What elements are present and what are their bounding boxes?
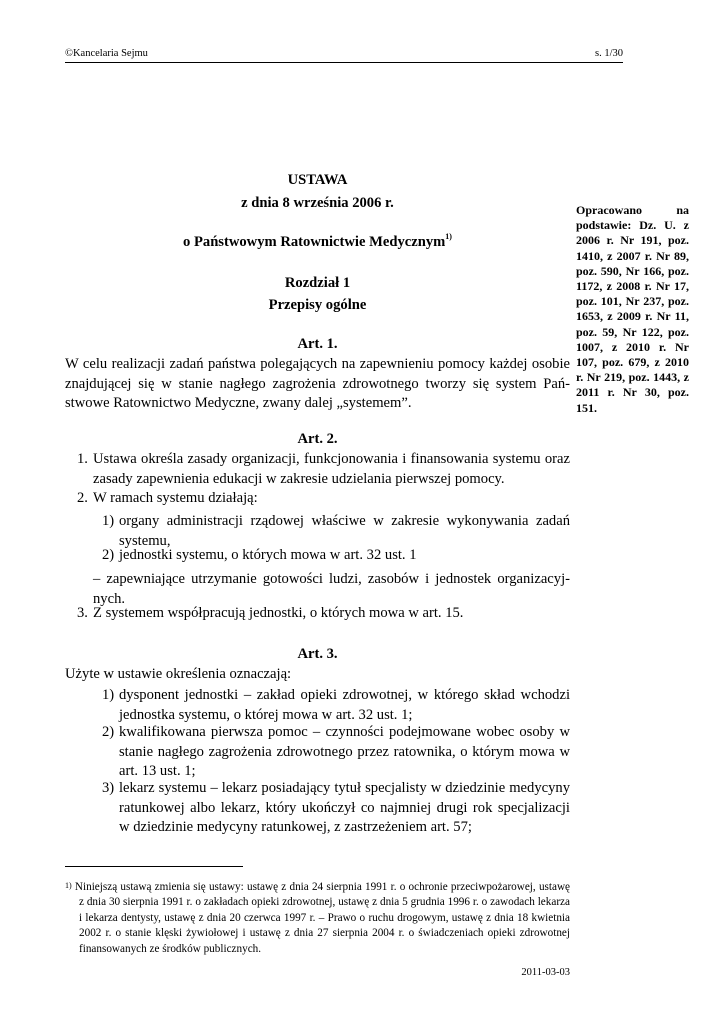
art2-item-number: 2) [102,547,115,563]
art2-p2-number: 2. [77,490,88,506]
art2-item [119,546,570,566]
copyright-label: ©Kancelaria Sejmu [65,48,148,59]
source-note: Opracowano na podstawie: Dz. U. z 2006 r. Nr 191, poz. 1410, z 2007 r. Nr 89, poz. 590, Nr 166, poz. 1172, z 2008 r. Nr 17, poz. 101, Nr 237, poz. 1653, z 2009 r. Nr 11, poz. 59, Nr 122, poz. 1007, z 2010 r. Nr 107, poz. 679, z 2010 r. Nr 219, poz. 1443, z 2011 r. Nr 30, poz. 151. [576,203,689,415]
footnote-ref: 1) [445,232,452,241]
art3-item-line: art. 13 ust. 1; [119,763,196,780]
footnote [65,880,570,957]
art1-line: znajdującej się w stanie nagłego zagrożenia zdrowotnego tworzy się system Pań- [65,375,570,392]
art3-item [119,723,570,782]
chapter-number: Rozdział 1 [284,275,351,291]
art2-item-line: jednostki systemu, o których mowa w art. 32 ust. 1 [119,547,417,563]
art3-item [119,779,570,838]
art3-item-number: 1) [102,687,115,703]
art2-item-line: systemu, [119,532,171,549]
art3-item-line: stanie nagłego zagrożenia zdrowotnego przez ratownika, o którym mowa w [119,743,570,760]
art3-item-line: dysponent jednostki – zakład opieki zdrowotnej, w którego skład wchodzi [119,687,570,703]
art3-item-line: jednostka systemu, o której mowa w art. 32 ust. 1; [119,706,413,723]
art3-intro: Użyte w ustawie określenia oznaczają: [65,666,292,682]
art3-item-number: 3) [102,780,115,796]
art1-line: W celu realizacji zadań państwa polegających na zapewnieniu pomocy każdej osobie [65,356,570,372]
art2-p2: W ramach systemu działają: [93,490,258,506]
footnote-text: Niniejszą ustawą zmienia się ustawy: ustawę z dnia 24 sierpnia 1991 r. o ochronie przeciwpożarowej, ustawę z dnia 30 sierpnia 1991 r. o zakładach opieki zdrowotnej, ustawę z dnia 5 grudnia 1996 r. o zawodach lekarza i lekarza dentysty, ustawę z dnia 20 czerwca 1997 r. – Prawo o ruchu drogowym, ustawę z dnia 18 kwietnia 2002 r. o stanie klęski żywiołowej i ustawę z dnia 27 sierpnia 2004 r. o świadczeniach opieki zdrowotnej finansowanych ze środków publicznych. [74,881,571,955]
footer-date: 2011-03-03 [521,967,570,978]
art1-line: stwowe Ratownictwo Medyczne, zwany dalej „systemem”. [65,395,412,412]
footnote-separator [65,866,243,867]
page-header [65,48,623,63]
art2-tail-line: – zapewniające utrzymanie gotowości ludzi, zasobów i jednostek organizacyj- [93,571,570,587]
art2-item-number: 1) [102,513,115,529]
chapter-name: Przepisy ogólne [268,297,367,313]
art2-tail-line: nych. [93,590,126,607]
art3-item-line: kwalifikowana pierwsza pomoc – czynności podejmowane wobec osoby w [119,724,570,740]
art2-item-line: organy administracji rządowej właściwe w zakresie wykonywania zadań [119,513,570,529]
art3-item-number: 2) [102,724,115,740]
art3-item-line: ratunkowej albo lekarz, który ukończył co najmniej drugi rok specjalizacji [119,799,570,816]
art2-p1 [93,450,570,489]
art2-p1-line: zasady zapewnienia edukacji w zakresie udzielania pierwszej pomocy. [93,470,505,487]
art2-p1-number: 1. [77,451,88,467]
art2-heading: Art. 2. [297,431,338,447]
act-subject [65,234,570,251]
art2-p1-line: Ustawa określa zasady organizacji, funkcjonowania i finansowania systemu oraz [93,451,570,467]
art3-item-line: lekarz systemu – lekarz posiadający tytuł specjalisty w dziedzinie medycyny [119,780,570,796]
art3-heading: Art. 3. [297,646,338,662]
art2-p3-number: 3. [77,605,88,621]
art1-heading: Art. 1. [297,336,338,352]
art3-item-line: w dziedzinie medycyny ratunkowej, z zastrzeżeniem art. 57; [119,819,472,836]
act-type: USTAWA [287,172,348,188]
footnote-marker: 1) [65,881,72,890]
art3-item [119,686,570,725]
art2-p3: Z systemem współpracują jednostki, o których mowa w art. 15. [93,605,464,621]
act-date: z dnia 8 września 2006 r. [241,195,394,211]
act-subject-text: o Państwowym Ratownictwie Medycznym [183,234,446,250]
page-number: s. 1/30 [594,48,623,59]
art1-body [65,355,570,414]
